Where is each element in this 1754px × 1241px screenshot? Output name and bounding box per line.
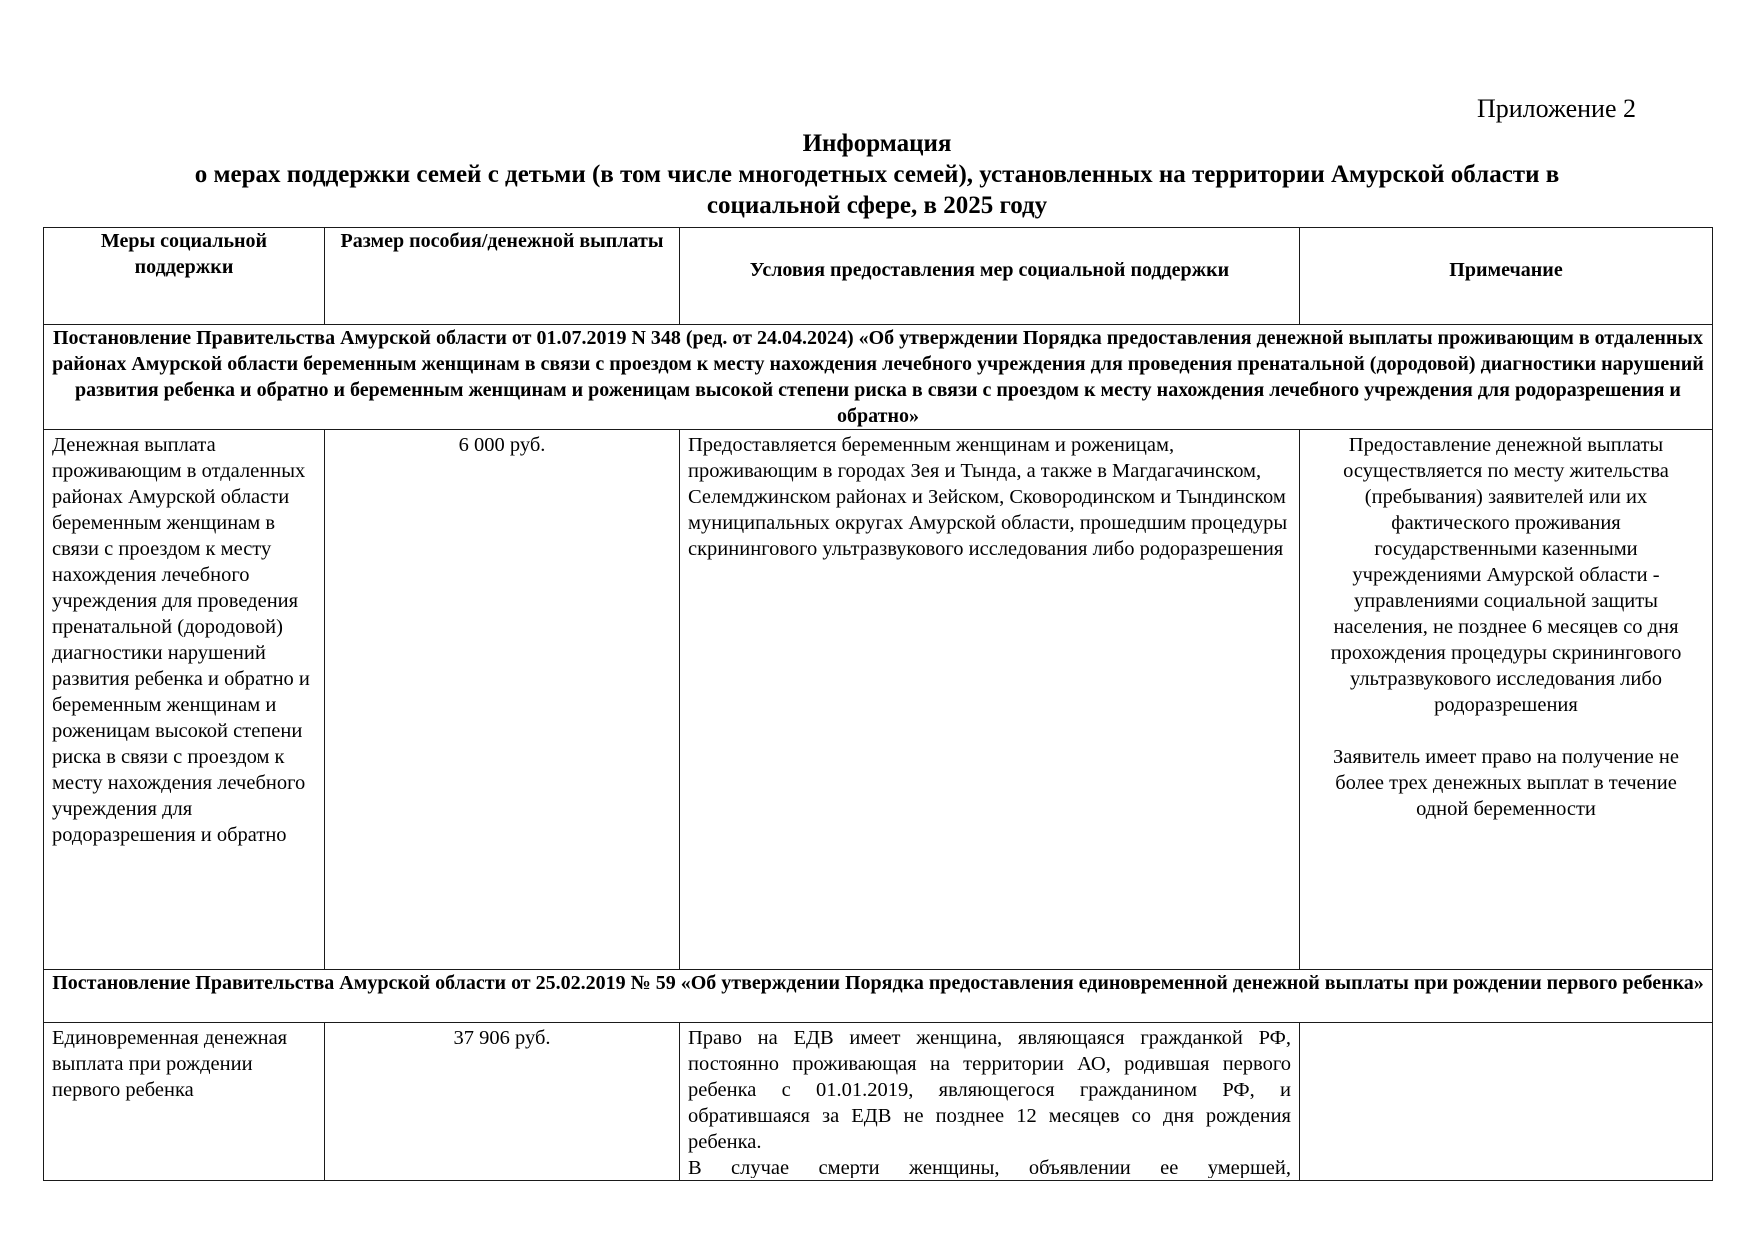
amount-cell: 37 906 руб. — [325, 1023, 680, 1181]
header-measures: Меры социальной поддержки — [44, 228, 325, 325]
amount-cell: 6 000 руб. — [325, 430, 680, 970]
support-measures-table — [43, 227, 1713, 1181]
document-subtitle: о мерах поддержки семей с детьми (в том числе многодетных семей), установленных на территории Амурской области в социальной сфере, в 2025 году — [194, 161, 1560, 219]
paragraph-gap — [1308, 718, 1704, 744]
conditions-paragraph: Право на ЕДВ имеет женщина, являющаяся гражданкой РФ, постоянно проживающая на территории АО, родившая первого ребенка с 01.01.2019, являющегося гражданином РФ, и обратившаяся за ЕДВ не позднее 12 месяцев со дня рождения ребенка. — [688, 1027, 1291, 1153]
appendix-label: Приложение 2 — [1476, 94, 1636, 123]
measure-cell: Денежная выплата проживающим в отдаленных районах Амурской области беременным женщинам в связи с проездом к месту нахождения лечебного учреждения для проведения пренатальной (дородовой) диагностики нарушений развития ребенка и обратно и беременным женщинам и роженицам высокой степени риска в связи с проездом к месту нахождения лечебного учреждения для родоразрешения и обратно — [44, 430, 325, 970]
table-header-row — [44, 228, 1713, 325]
note-paragraph: Заявитель имеет право на получение не более трех денежных выплат в течение одной беременности — [1333, 746, 1679, 820]
note-cell — [1300, 1023, 1713, 1181]
note-paragraph: Предоставление денежной выплаты осуществляется по месту жительства (пребывания) заявителей или их фактического проживания государственными казенными учреждениями Амурской области - управлениями социальной защиты населения, не позднее 6 месяцев со дня прохождения процедуры скринингового ультразвукового исследования либо родоразрешения — [1330, 434, 1682, 716]
conditions-paragraph: В случае смерти женщины, объявлении ее умершей, — [688, 1157, 1291, 1178]
conditions-cell: Предоставляется беременным женщинам и роженицам, проживающим в городах Зея и Тында, а также в Магдагачинском, Селемджинском районах и Зейском, Сковородинском и Тындинском муниципальных округах Амурской области, прошедшим процедуры скринингового ультразвукового исследования либо родоразрешения — [680, 430, 1300, 970]
measure-cell: Единовременная денежная выплата при рождении первого ребенка — [44, 1023, 325, 1181]
section-heading-row — [44, 970, 1713, 1023]
header-amount: Размер пособия/денежной выплаты — [325, 228, 680, 325]
table-row — [44, 430, 1713, 970]
conditions-cell — [680, 1023, 1300, 1181]
header-note: Примечание — [1300, 228, 1713, 325]
table-row — [44, 1023, 1713, 1181]
header-conditions: Условия предоставления мер социальной поддержки — [680, 228, 1300, 325]
section-heading-resolution-59: Постановление Правительства Амурской области от 25.02.2019 № 59 «Об утверждении Порядка предоставления единовременной денежной выплаты при рождении первого ребенка» — [44, 970, 1713, 1023]
document-title: Информация — [802, 130, 952, 157]
section-heading-resolution-348: Постановление Правительства Амурской области от 01.07.2019 N 348 (ред. от 24.04.2024) «Об утверждении Порядка предоставления денежной выплаты проживающим в отдаленных районах Амурской области беременным женщинам в связи с проездом к месту нахождения лечебного учреждения для проведения пренатальной (дородовой) диагностики нарушений развития ребенка и обратно и беременным женщинам и роженицам высокой степени риска в связи с проездом к месту нахождения лечебного учреждения для родоразрешения и обратно» — [44, 325, 1713, 430]
note-cell — [1300, 430, 1713, 970]
section-heading-row — [44, 325, 1713, 430]
